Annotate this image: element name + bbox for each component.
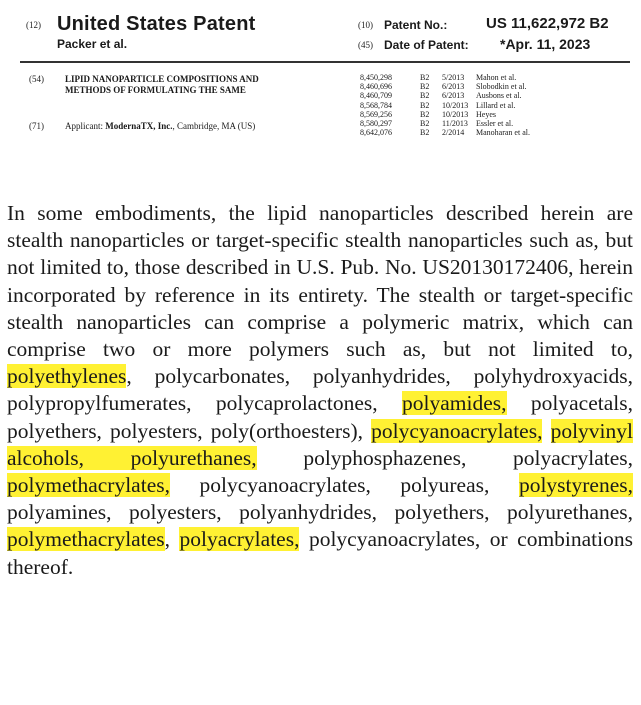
reference-row	[360, 119, 596, 128]
reference-row	[360, 91, 596, 100]
text-segment: ,	[164, 527, 180, 552]
reference-number: 8,569,256	[360, 109, 392, 119]
patent-date: *Apr. 11, 2023	[500, 36, 591, 52]
text-segment: polyphosphazenes, polyacrylates,	[256, 445, 633, 470]
reference-kind: B2	[420, 82, 430, 92]
reference-number: 8,460,709	[360, 91, 392, 101]
reference-name: Heyes	[476, 109, 496, 119]
reference-date: 6/2013	[442, 82, 465, 92]
highlight: polycyanoacrylates,	[371, 418, 543, 443]
reference-kind: B2	[420, 119, 430, 129]
reference-name: Lillard et al.	[476, 100, 516, 110]
applicant-name: ModernaTX, Inc.	[105, 121, 173, 131]
text-segment	[542, 419, 550, 443]
reference-row	[360, 101, 596, 110]
reference-number: 8,568,784	[360, 100, 392, 110]
reference-name: Manoharan et al.	[476, 128, 530, 138]
patent-no-label: Patent No.:	[384, 18, 448, 32]
patent-type: United States Patent	[57, 13, 256, 35]
text-segment: polyamines, polyesters, polyanhydrides, polyethers, polyurethanes,	[7, 500, 633, 525]
highlight: polyamides,	[402, 391, 507, 416]
reference-date: 6/2013	[442, 91, 465, 101]
highlight: polymethacrylates,	[7, 473, 170, 498]
reference-date: 2/2014	[442, 128, 465, 138]
reference-number: 8,450,298	[360, 73, 392, 82]
reference-kind: B2	[420, 100, 430, 110]
applicant-label: Applicant:	[65, 121, 103, 131]
reference-number: 8,642,076	[360, 128, 392, 138]
highlight: polyethylenes	[7, 364, 127, 389]
text-segment: , polycarbonates, polyanhydrides, polyhydroxyacids, polypropylfumerates, polycaprolactones,	[7, 364, 633, 416]
reference-row	[360, 128, 596, 137]
reference-name: Slobodkin et al.	[476, 82, 527, 92]
reference-date: 11/2013	[442, 119, 468, 129]
reference-name: Ausbons et al.	[476, 91, 522, 101]
highlight: polystyrenes,	[518, 473, 633, 498]
text-segment: polyacetals, polyethers, polyesters, poly(orthoesters),	[7, 391, 633, 443]
reference-row	[360, 73, 596, 82]
highlight: polyvinyl alcohols, polyurethanes,	[7, 418, 633, 470]
reference-date: 5/2013	[442, 73, 465, 82]
reference-number: 8,580,297	[360, 119, 392, 129]
text-segment: polycyanoacrylates, polyureas,	[169, 473, 519, 498]
applicant-location: , Cambridge, MA (US)	[172, 121, 256, 131]
text-segment: polycyanoacrylates, or combinations thereof.	[7, 527, 633, 579]
reference-date: 10/2013	[442, 100, 469, 110]
patent-number: US 11,622,972 B2	[486, 15, 609, 32]
code-45: (45)	[358, 40, 373, 50]
highlighted-passage	[7, 200, 633, 581]
code-54: (54)	[29, 74, 44, 84]
reference-name: Essler et al.	[476, 119, 514, 129]
code-12: (12)	[26, 20, 41, 30]
reference-kind: B2	[420, 128, 430, 138]
code-71: (71)	[29, 121, 44, 131]
reference-number: 8,460,696	[360, 82, 392, 92]
header-divider	[20, 61, 630, 63]
reference-row	[360, 110, 596, 119]
date-label: Date of Patent:	[384, 38, 469, 52]
reference-name: Mahon et al.	[476, 73, 517, 82]
highlight: polymethacrylates	[7, 527, 165, 552]
applicant	[65, 121, 315, 132]
text-segment: In some embodiments, the lipid nanoparticles described herein are stealth nanoparticles or target-specific stealth nanoparticles such as, but not limited to, those described in U.S. Pub. No. US20130172406, herein incorporated by reference in its entirety. The stealth or target-specific stealth nanoparticles can comprise a polymeric matrix, which can comprise two or more polymers such as, but not limited to,	[7, 201, 633, 362]
highlight: polyacrylates,	[179, 527, 300, 552]
code-10: (10)	[358, 20, 373, 30]
reference-kind: B2	[420, 109, 430, 119]
reference-row	[360, 82, 596, 91]
reference-kind: B2	[420, 73, 430, 82]
references-cited	[360, 73, 596, 137]
reference-kind: B2	[420, 91, 430, 101]
inventors: Packer et al.	[57, 37, 128, 51]
reference-date: 10/2013	[442, 109, 469, 119]
invention-title: LIPID NANOPARTICLE COMPOSITIONS AND METHODS OF FORMULATING THE SAME	[65, 74, 259, 95]
